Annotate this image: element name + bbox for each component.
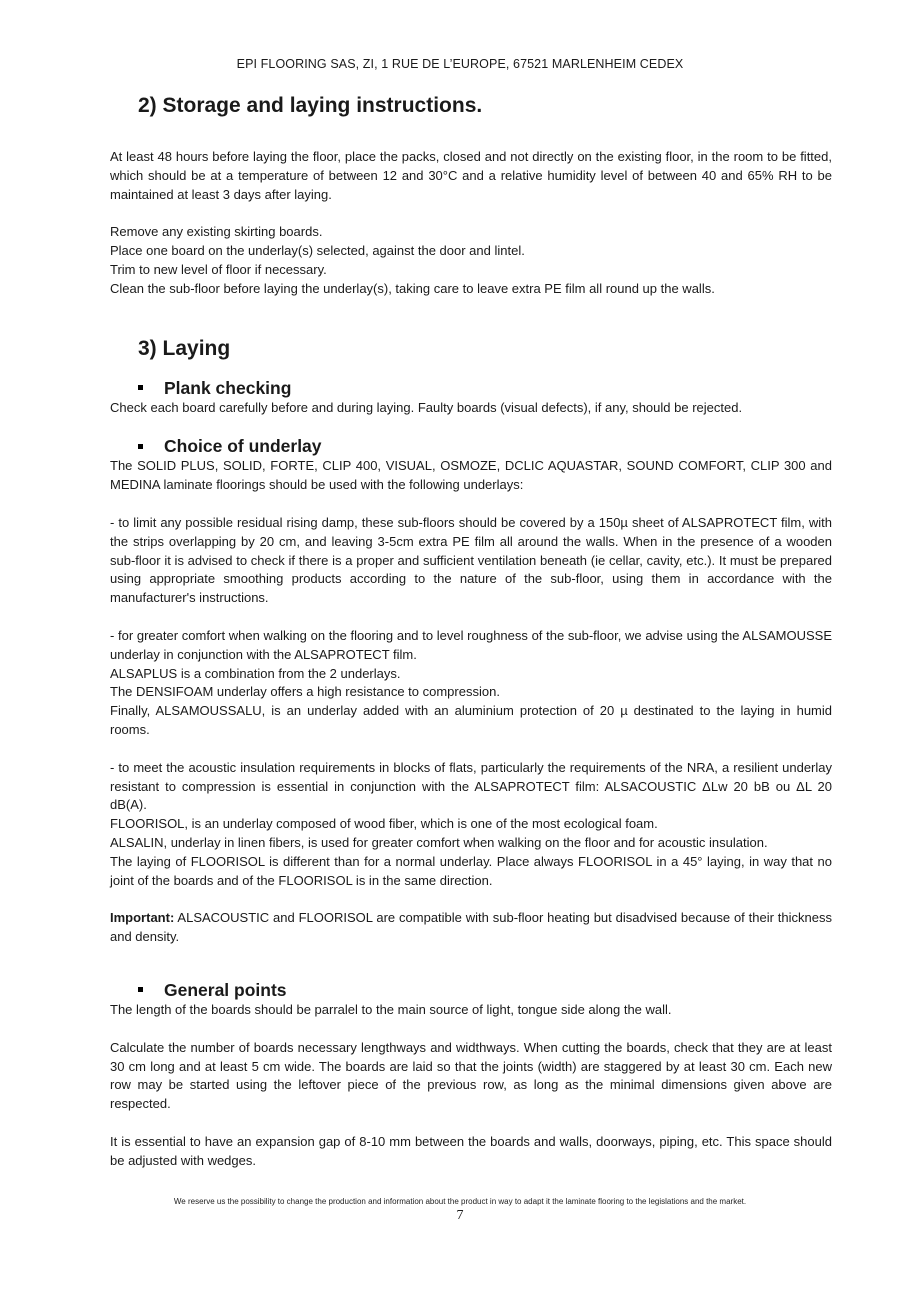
bullet-icon	[138, 385, 143, 390]
important-text: ALSACOUSTIC and FLOORISOL are compatible with sub-floor heating but disadvised because of their thickness and density.	[110, 910, 832, 945]
underlay-acoustic-paragraph: - to meet the acoustic insulation requirements in blocks of flats, particularly the requirements of the NRA, a resilient underlay resistant to compression is essential in conjunction with the ALSAPROTECT film: ALSACOUSTIC ΔLw 20 bB ou ΔL 20 dB(A).	[110, 759, 832, 813]
underlay-comfort-paragraph: - for greater comfort when walking on the flooring and to level roughness of the sub-floor, we advise using the ALSAMOUSSE underlay in conjunction with the ALSAPROTECT film.	[110, 627, 832, 662]
general-points-heading: General points	[110, 979, 832, 1001]
page-header: EPI FLOORING SAS, ZI, 1 RUE DE L’EUROPE, 67521 MARLENHEIM CEDEX	[236, 57, 684, 71]
alsalin-line: ALSALIN, underlay in linen fibers, is used for greater comfort when walking on the floor and for acoustic insulation.	[110, 834, 768, 850]
plank-checking-heading: Plank checking	[110, 377, 832, 399]
instruction-line: Trim to new level of floor if necessary.	[110, 261, 327, 277]
plank-checking-text: Check each board carefully before and during laying. Faulty boards (visual defects), if any, should be rejected.	[110, 399, 743, 415]
alsaplus-line: ALSAPLUS is a combination from the 2 underlays.	[110, 665, 401, 681]
page-number: 7	[456, 1208, 464, 1223]
floorisol-line: FLOORISOL, is an underlay composed of wood fiber, which is one of the most ecological foam.	[110, 816, 658, 832]
densifoam-line: The DENSIFOAM underlay offers a high resistance to compression.	[110, 684, 500, 700]
instruction-line: Clean the sub-floor before laying the underlay(s), taking care to leave extra PE film all round up the walls.	[110, 280, 715, 296]
choice-of-underlay-heading: Choice of underlay	[110, 435, 832, 457]
important-label: Important:	[110, 910, 175, 926]
footer-note: We reserve us the possibility to change the production and information about the product in way to adapt it the laminate flooring to the legislations and the market.	[173, 1197, 747, 1206]
general-points-p1: The length of the boards should be parralel to the main source of light, tongue side along the wall.	[110, 1001, 672, 1017]
section-3-title: 3) Laying	[138, 336, 231, 360]
storage-paragraph: At least 48 hours before laying the floor, place the packs, closed and not directly on the existing floor, in the room to be fitted, which should be at a temperature of between 12 and 30°C and a relative humidity level of between 40 and 65% RH to be maintained at least 3 days after laying.	[110, 149, 832, 202]
floorisol-laying-line: The laying of FLOORISOL is different than for a normal underlay. Place always FLOORISOL in a 45° laying, in way that no joint of the boards and of the FLOORISOL is in the same direction.	[110, 853, 832, 888]
underlay-intro: The SOLID PLUS, SOLID, FORTE, CLIP 400, VISUAL, OSMOZE, DCLIC AQUASTAR, SOUND COMFORT, CLIP 300 and MEDINA laminate floorings should be used with the following underlays:	[110, 458, 832, 493]
general-points-p2: Calculate the number of boards necessary lengthways and widthways. When cutting the boards, check that they are at least 30 cm long and at least 5 cm wide. The boards are laid so that the joints (width) are staggered by at least 30 cm. Each new row may be started using the leftover piece of the previous row, as long as the minimal dimensions given above are respected.	[110, 1039, 832, 1112]
alsamoussalu-line: Finally, ALSAMOUSSALU, is an underlay added with an aluminium protection of 20 µ destinated to the laying in humid rooms.	[110, 703, 832, 737]
document-body	[110, 92, 832, 1170]
general-points-p3: It is essential to have an expansion gap of 8-10 mm between the boards and walls, doorways, piping, etc. This space should be adjusted with wedges.	[110, 1133, 832, 1168]
underlay-damp-paragraph: - to limit any possible residual rising damp, these sub-floors should be covered by a 150µ sheet of ALSAPROTECT film, with the strips overlapping by 20 cm, and leaving 3-5cm extra PE film all around the walls. When in the presence of a wooden sub-floor it is advised to check if there is a proper and sufficient ventilation beneath (ie cellar, cavity, etc.). It must be prepared using appropriate smoothing products according to the nature of the sub-floor, using them in accordance with the manufacturer's instructions.	[110, 514, 832, 606]
instruction-line: Place one board on the underlay(s) selected, against the door and lintel.	[110, 243, 525, 259]
important-note	[110, 909, 832, 947]
instruction-line: Remove any existing skirting boards.	[110, 224, 323, 240]
bullet-icon	[138, 444, 143, 449]
section-2-title: 2) Storage and laying instructions.	[138, 94, 483, 117]
bullet-icon	[138, 987, 143, 992]
